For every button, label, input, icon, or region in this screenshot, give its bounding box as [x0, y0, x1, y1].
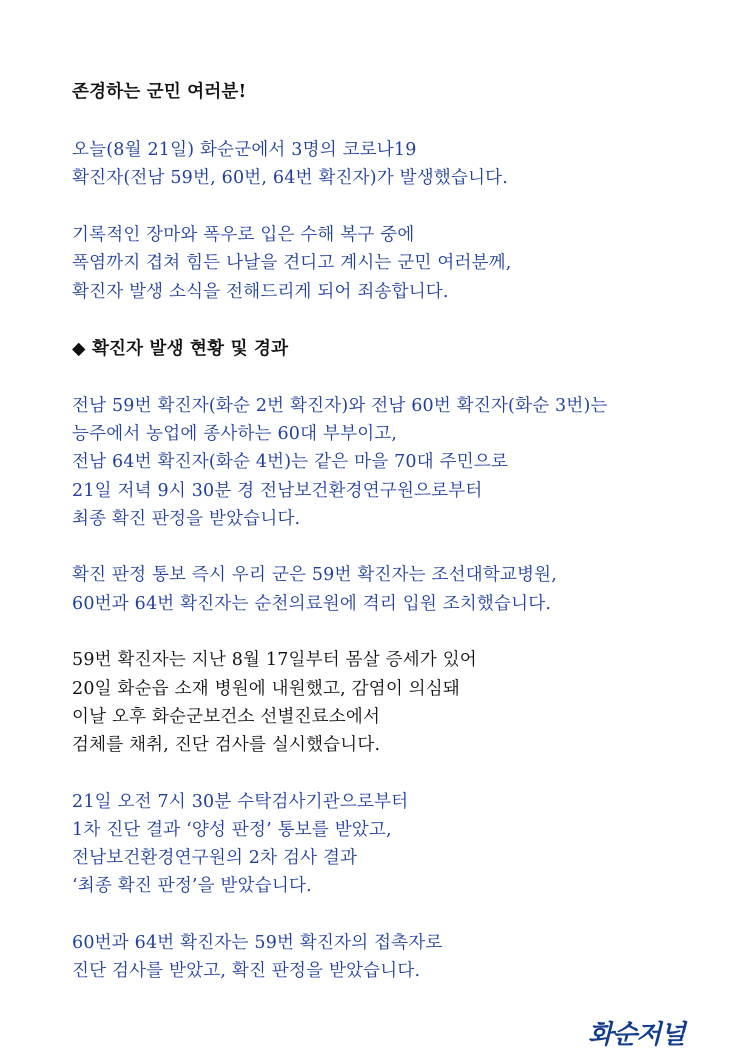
paragraph1-line: 확진자(전남 59번, 60번, 64번 확진자)가 발생했습니다.	[72, 168, 509, 188]
paragraph3-line: 21일 저녁 9시 30분 경 전남보건환경연구원으로부터	[72, 481, 483, 501]
paragraph4-line: 확진 판정 통보 즉시 우리 군은 59번 확진자는 조선대학교병원,	[72, 565, 558, 585]
paragraph5-line: 59번 확진자는 지난 8월 17일부터 몸살 증세가 있어	[72, 650, 477, 670]
paragraph3-line: 능주에서 농업에 종사하는 60대 부부이고,	[72, 424, 398, 444]
paragraph2-line: 확진자 발생 소식을 전해드리게 되어 죄송합니다.	[72, 282, 449, 302]
paragraph5-line: 이날 오후 화순군보건소 선별진료소에서	[72, 707, 381, 727]
greeting: 존경하는 군민 여러분!	[72, 82, 247, 102]
paragraph6-line: 1차 진단 결과 ‘양성 판정’ 통보를 받았고,	[72, 820, 392, 840]
paragraph2-line: 기록적인 장마와 폭우로 입은 수해 복구 중에	[72, 225, 415, 245]
hwasun-journal-logo: 화순저널	[588, 1020, 685, 1050]
paragraph4-line: 60번과 64번 확진자는 순천의료원에 격리 입원 조치했습니다.	[72, 594, 552, 614]
paragraph5-line: 20일 화순읍 소재 병원에 내원했고, 감염이 의심돼	[72, 679, 461, 699]
paragraph3-line: 최종 확진 판정을 받았습니다.	[72, 509, 301, 529]
paragraph3-line: 전남 59번 확진자(화순 2번 확진자)와 전남 60번 확진자(화순 3번)는	[72, 396, 608, 416]
paragraph1-line: 오늘(8월 21일) 화순군에서 3명의 코로나19	[72, 140, 417, 160]
section-heading: ◆ 확진자 발생 현황 및 경과	[72, 339, 289, 359]
paragraph3-line: 전남 64번 확진자(화순 4번)는 같은 마을 70대 주민으로	[72, 452, 509, 472]
paragraph6-line: 21일 오전 7시 30분 수탁검사기관으로부터	[72, 792, 409, 812]
paragraph7-line: 60번과 64번 확진자는 59번 확진자의 접촉자로	[72, 933, 443, 953]
paragraph2-line: 폭염까지 겹쳐 힘든 나날을 견디고 계시는 군민 여러분께,	[72, 253, 512, 273]
paragraph5-line: 검체를 채취, 진단 검사를 실시했습니다.	[72, 735, 381, 755]
paragraph7-line: 진단 검사를 받았고, 확진 판정을 받았습니다.	[72, 961, 421, 981]
paragraph6-line: ‘최종 확진 판정’을 받았습니다.	[72, 876, 312, 896]
paragraph6-line: 전남보건환경연구원의 2차 검사 결과	[72, 848, 358, 868]
